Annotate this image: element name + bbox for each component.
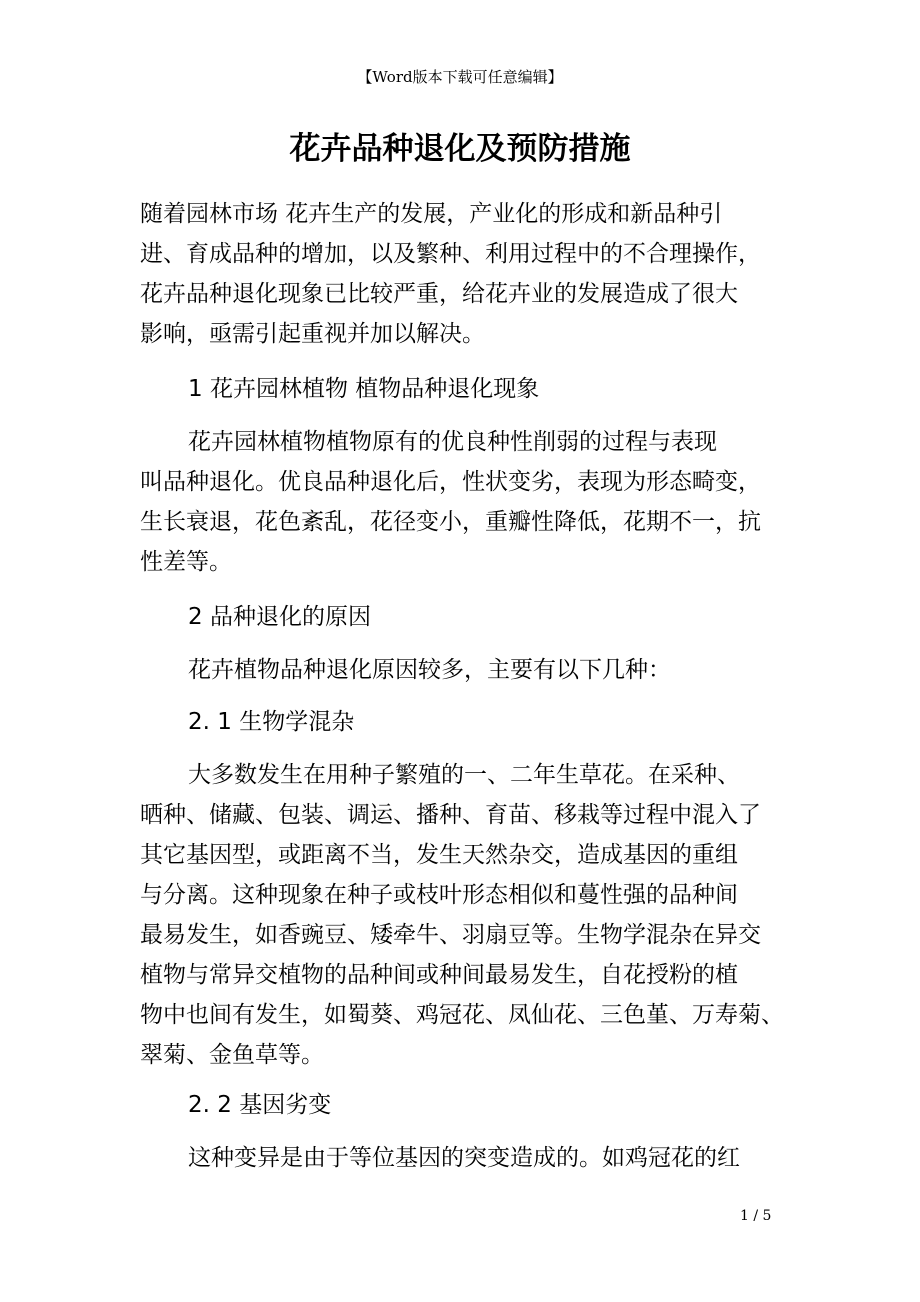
text-line: 叫品种退化。优良品种退化后，性状变劣，表现为形态畸变， (140, 469, 761, 495)
text-line: 花卉植物品种退化原因较多，主要有以下几种： (188, 657, 671, 683)
document-title: 花卉品种退化及预防措施 (289, 131, 631, 167)
section-heading-1: 1 花卉园林植物 植物品种退化现象 (188, 376, 540, 402)
text-line: 影响，亟需引起重视并加以解决。 (140, 321, 485, 347)
text-line: 植物与常异交植物的品种间或种间最易发生，自花授粉的植 (140, 962, 738, 988)
text-line: 最易发生，如香豌豆、矮牵牛、羽扇豆等。生物学混杂在异交 (140, 922, 761, 948)
header-note: 【Word版本下载可任意编辑】 (357, 68, 563, 86)
text-line: 物中也间有发生，如蜀葵、鸡冠花、凤仙花、三色堇、万寿菊、 (140, 1002, 784, 1028)
section-2-2-paragraph (140, 1138, 780, 1178)
text-line: 这种变异是由于等位基因的突变造成的。如鸡冠花的红 (188, 1145, 740, 1171)
text-line: 花卉品种退化现象已比较严重，给花卉业的发展造成了很大 (140, 281, 738, 307)
text-line: 进、育成品种的增加，以及繁种、利用过程中的不合理操作， (140, 241, 761, 267)
text-line: 生长衰退，花色紊乱，花径变小，重瓣性降低，花期不一，抗 (140, 509, 761, 535)
section-2-1-paragraph (140, 755, 784, 1075)
text-line: 其它基因型，或距离不当，发生天然杂交，造成基因的重组 (140, 842, 738, 868)
text-line: 性差等。 (140, 549, 232, 575)
text-line: 随着园林市场 花卉生产的发展，产业化的形成和新品种引 (140, 201, 723, 227)
text-line: 翠菊、金鱼草等。 (140, 1042, 324, 1068)
text-line: 与分离。这种现象在种子或枝叶形态相似和蔓性强的品种间 (140, 882, 738, 908)
section-1-paragraph (140, 422, 780, 582)
section-heading-2-1: 2. 1 生物学混杂 (188, 709, 355, 735)
text-line: 花卉园林植物植物原有的优良种性削弱的过程与表现 (188, 429, 717, 455)
intro-paragraph (140, 194, 780, 354)
section-heading-2: 2 品种退化的原因 (188, 604, 371, 630)
section-heading-2-2: 2. 2 基因劣变 (188, 1092, 332, 1118)
text-line: 晒种、储藏、包装、调运、播种、育苗、移栽等过程中混入了 (140, 802, 761, 828)
page-number: 1 / 5 (740, 1208, 772, 1224)
section-2-paragraph (140, 650, 780, 690)
text-line: 大多数发生在用种子繁殖的一、二年生草花。在采种、 (188, 762, 740, 788)
